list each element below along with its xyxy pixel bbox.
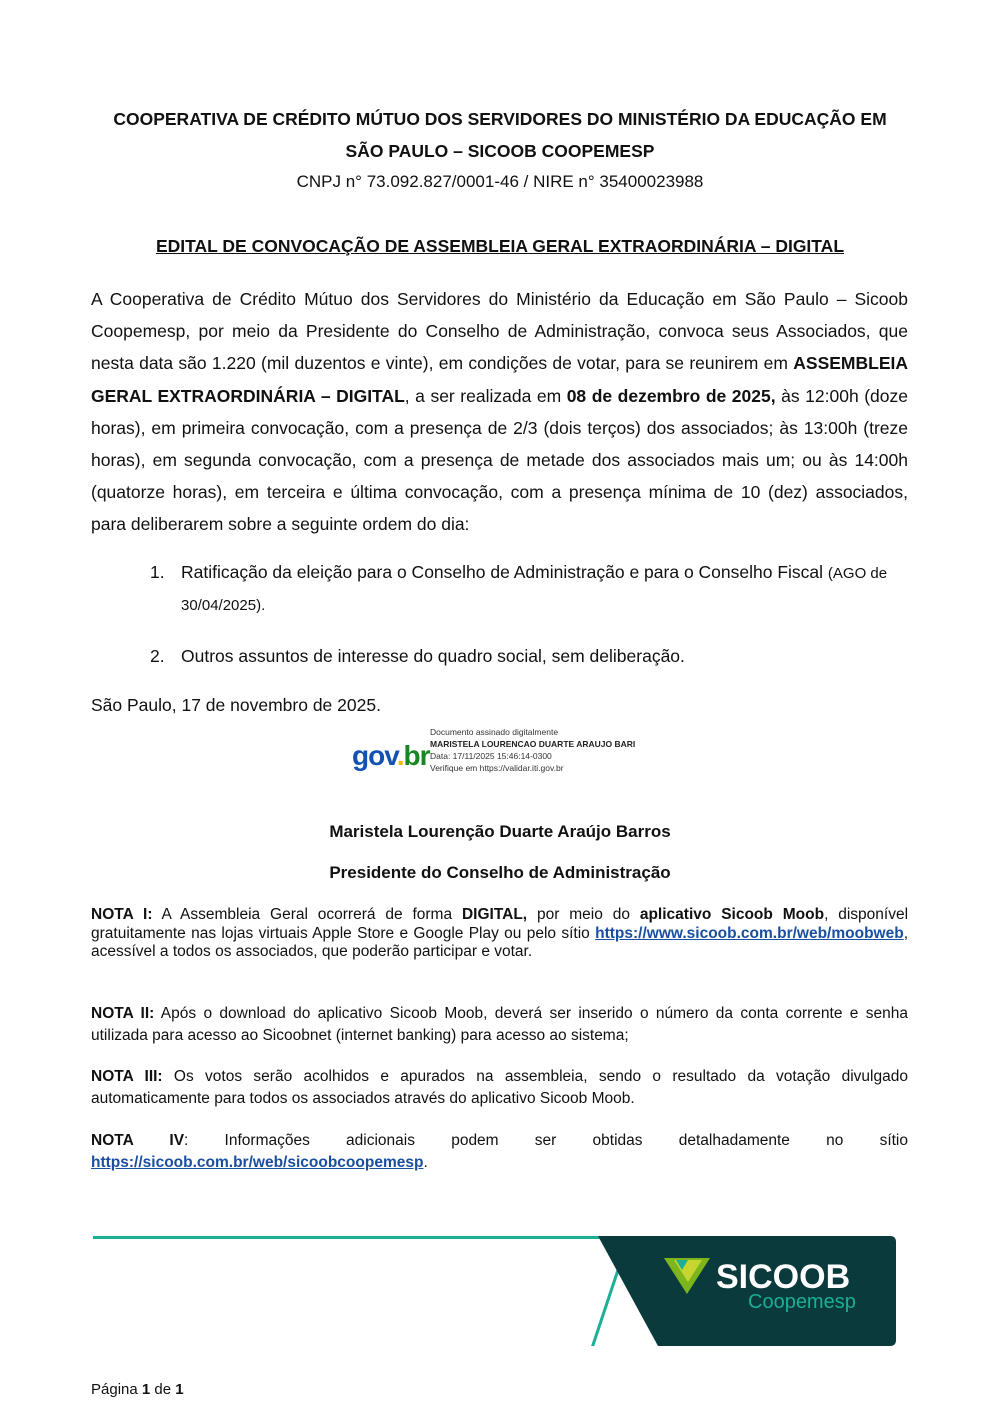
note-1-digital: DIGITAL,: [461, 906, 528, 923]
agenda-number: 2.: [150, 646, 165, 666]
note-1: [91, 906, 908, 962]
govbr-logo-br: br: [403, 740, 430, 771]
agenda-text: Outros assuntos de interesse do quadro social, sem deliberação.: [181, 646, 685, 666]
para-text-3: às 12:00h (doze horas), em primeira convocação, com a presença de 2/3 (dois terços) dos associados; às 13:00h (treze horas), em segunda convocação, com a presença de metade dos associados mais um; ou às 14:00h (quatorze horas), em terceira e última convocação, com a presença mínima de 10 (dez) associados, para deliberarem sobre a seguinte ordem do dia:: [91, 385, 908, 535]
note-1-text-e: , disponível gratuitamente nas lojas virtuais Apple Store e Google Play ou pelo sítio: [91, 906, 909, 942]
page-mid: de: [154, 1381, 172, 1398]
digital-signature-stamp: [352, 726, 652, 782]
note-4-label: NOTA IV: [91, 1132, 185, 1149]
agenda-item-2: [150, 641, 908, 671]
signature-line-4: Verifique em https://validar.iti.gov.br: [430, 763, 564, 773]
footer-teal-line: [93, 1236, 603, 1239]
signature-line-2: MARISTELA LOURENCAO DUARTE ARAUJO BARI: [430, 739, 636, 749]
main-paragraph: [91, 283, 908, 541]
note-1-text-f: , acessível a todos os associados, que poderão participar e votar.: [91, 924, 908, 960]
note-4-end: .: [423, 1154, 428, 1171]
sicoob-logo-text: SICOOB: [716, 1258, 851, 1296]
note-3: [91, 1066, 908, 1110]
coopemesp-link[interactable]: https://sicoob.com.br/web/sicoobcoopemesp: [91, 1154, 424, 1171]
note-1-text-c: por meio do: [537, 906, 630, 923]
page-current: 1: [141, 1381, 151, 1398]
agenda-number: 1.: [150, 562, 165, 582]
note-1-app: aplicativo Sicoob Moob: [639, 906, 825, 923]
document-title: [60, 103, 940, 167]
note-4: [91, 1130, 908, 1174]
date-line: São Paulo, 17 de novembro de 2025.: [91, 695, 381, 715]
govbr-logo: [352, 740, 429, 772]
para-bold-assembly: ASSEMBLEIA GERAL EXTRAORDINÁRIA – DIGITAL: [91, 353, 908, 406]
signer-name: Maristela Lourenção Duarte Araújo Barros: [329, 822, 671, 841]
agenda-text: Ratificação da eleição para o Conselho de Administração e para o Conselho Fiscal: [181, 562, 824, 582]
agenda-item-1: [150, 557, 908, 621]
note-2-text: Após o download do aplicativo Sicoob Moob, deverá ser inserido o número da conta corrente e senha utilizada para acesso ao Sicoobnet (internet banking) para acesso ao sistema;: [91, 1005, 908, 1044]
coopemesp-logo-text: Coopemesp: [748, 1291, 856, 1313]
sicoob-banner: [580, 1236, 900, 1346]
edital-title: EDITAL DE CONVOCAÇÃO DE ASSEMBLEIA GERAL EXTRAORDINÁRIA – DIGITAL: [155, 236, 845, 256]
page-prefix: Página: [91, 1381, 138, 1398]
title-line-1: COOPERATIVA DE CRÉDITO MÚTUO DOS SERVIDORES DO MINISTÉRIO DA EDUCAÇÃO EM: [113, 109, 887, 129]
note-2: [91, 1003, 908, 1047]
para-text-1: A Cooperativa de Crédito Mútuo dos Servidores do Ministério da Educação em São Paulo – Sicoob Coopemesp, por meio da Presidente do Conselho de Administração, convoca seus Associados, que nesta data são 1.220 (mil duzentos e vinte), em condições de votar, para se reunirem em: [91, 289, 908, 374]
signature-line-1: Documento assinado digitalmente: [430, 727, 559, 737]
note-3-label: NOTA III:: [91, 1068, 163, 1085]
signature-line-3: Data: 17/11/2025 15:46:14-0300: [430, 751, 552, 761]
note-1-text-a: A Assembleia Geral ocorrerá de forma: [161, 906, 453, 923]
cnpj-line: CNPJ n° 73.092.827/0001-46 / NIRE n° 35400023988: [296, 172, 704, 191]
para-text-2: , a ser realizada em: [404, 385, 562, 406]
note-1-label: NOTA I:: [91, 906, 153, 923]
para-bold-date: 08 de dezembro de 2025,: [566, 385, 776, 406]
moobweb-link[interactable]: https://www.sicoob.com.br/web/moobweb: [595, 924, 904, 942]
govbr-logo-dot: .: [396, 740, 404, 771]
agenda-small: (AGO de 30/04/2025): [181, 565, 888, 614]
page-total: 1: [175, 1381, 184, 1398]
title-line-2: SÃO PAULO – SICOOB COOPEMESP: [345, 141, 655, 161]
note-3-text: Os votos serão acolhidos e apurados na assembleia, sendo o resultado da votação divulgado automaticamente para todos os associados através do aplicativo Sicoob Moob.: [91, 1068, 908, 1107]
signature-details: [430, 726, 635, 774]
agenda-end: .: [261, 597, 266, 614]
page-number: [91, 1380, 184, 1400]
note-4-text: : Informações adicionais podem ser obtidas detalhadamente no sítio: [184, 1132, 908, 1149]
govbr-logo-gov: gov: [352, 740, 397, 771]
signer-role: Presidente do Conselho de Administração: [329, 863, 671, 882]
note-2-label: NOTA II:: [91, 1005, 155, 1022]
